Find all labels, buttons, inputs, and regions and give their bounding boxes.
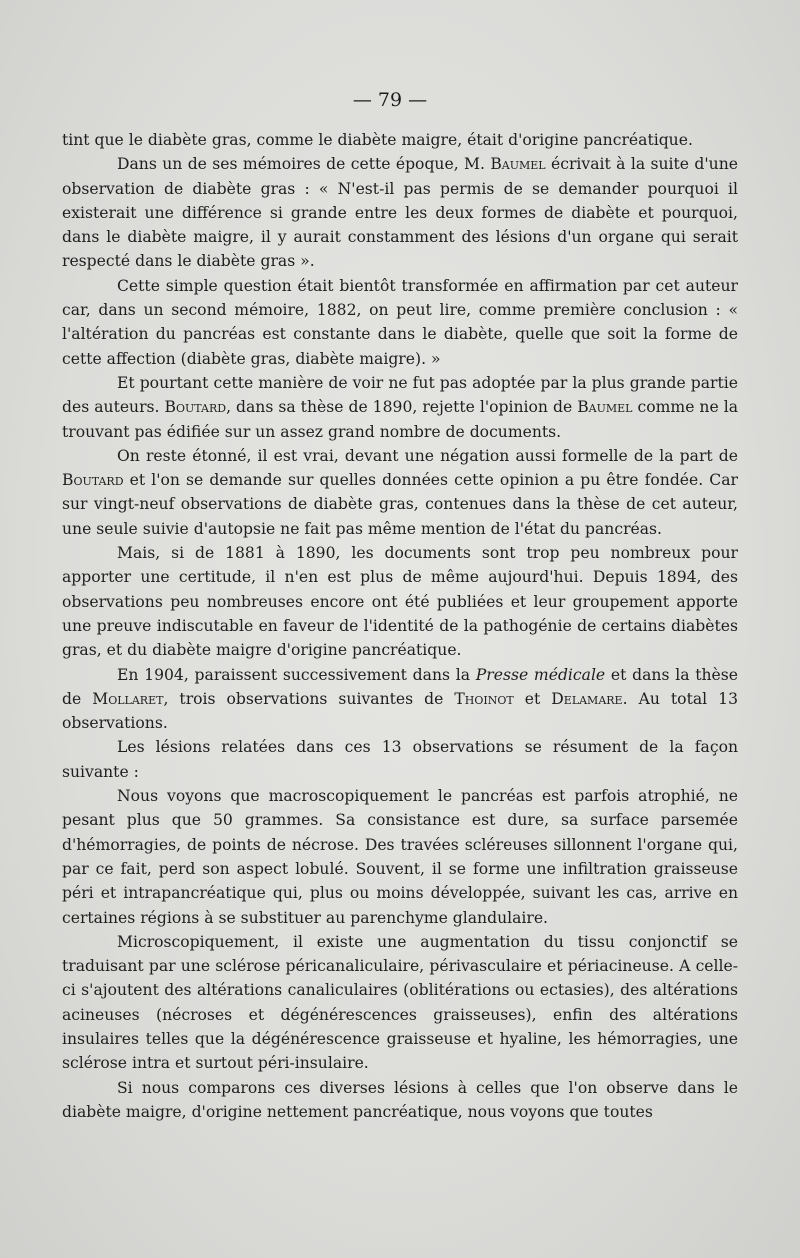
paragraph-documents: Mais, si de 1881 à 1890, les documents sont trop peu nombreux pour apporter une certitude, il n'en est plus de même aujourd'hui. Depuis 1894, des observations peu nombreuses encore ont été publiées et leur groupement apporte une preuve indiscutable en faveur de l'identité de la pathogénie de certains diabètes gras, et du diabète maigre d'origine pancréatique. [62, 544, 738, 660]
paragraph-lesions-intro: Les lésions relatées dans ces 13 observations se résument de la façon suivante : [62, 738, 738, 781]
author-name: Delamare [551, 689, 623, 708]
author-name: Boutard [164, 398, 227, 417]
author-name: Baumel [577, 398, 633, 417]
author-name: Thoinot [454, 689, 514, 708]
paragraph-continuation: tint que le diabète gras, comme le diabète maigre, était d'origine pancréatique. [62, 131, 693, 149]
author-name: Mollaret [92, 689, 164, 708]
paragraph-negation: On reste étonné, il est vrai, devant une négation aussi formelle de la part de Boutard et l'on se demande sur quelles données cette opinion a pu être fondée. Car sur vingt-neuf observations de diabète gras, contenues dans la thèse de cet auteur, une seule suivie d'autopsie ne fait pas même mention de l'état du pancréas. [62, 446, 738, 538]
paragraph-boutard: Et pourtant cette manière de voir ne fut pas adoptée par la plus grande partie des auteurs. Boutard, dans sa thèse de 1890, rejette l'opinion de Baumel comme ne la trouvant pas édifiée sur un assez grand nombre de documents. [62, 373, 739, 441]
page-number: — 79 — [352, 89, 428, 111]
author-name: Boutard [62, 471, 124, 490]
paragraph-question: Cette simple question était bientôt transformée en affirmation par cet auteur car, dans un second mémoire, 1882, on peut lire, comme première conclusion : « l'altération du pancréas est constante dans le diabète, quelle que soit la forme de cette affection (diabète gras, diabète maigre). » [62, 276, 738, 368]
author-name: Baumel [490, 155, 546, 174]
paragraph-microscopic: Microscopiquement, il existe une augmentation du tissu conjonctif se traduisant par une sclérose péricanaliculaire, périvasculaire et périacineuse. A celle-ci s'ajoutent des altérations canaliculaires (oblitérations ou ectasies), des altérations acineuses (nécroses et dégénérescences graisseuses), enfin des altérations insulaires telles que la dégénérescence graisseuse et hyaline, les hémorragies, une sclérose intra et surtout péri-insulaire. [62, 932, 738, 1073]
paragraph-1904: En 1904, paraissent successivement dans la Presse médicale et dans la thèse de Mollaret, trois observations suivantes de Thoinot et Delamare. Au total 13 observations. [62, 665, 739, 733]
paragraph-macroscopic: Nous voyons que macroscopiquement le pancréas est parfois atrophié, ne pesant plus que 50 grammes. Sa consistance est dure, sa surface parsemée d'hémorragies, de points de nécrose. Des travées scléreuses sillonnent l'organe qui, par ce fait, perd son aspect lobulé. Souvent, il se forme une infiltration graisseuse péri et intrapancréatique qui, plus ou moins développée, suivant les cas, arrive en certaines régions à se substituer au parenchyme glandulaire. [62, 787, 738, 927]
body-text [62, 128, 738, 1124]
paragraph-baumel-memoir: Dans un de ses mémoires de cette époque, M. Baumel écrivait à la suite d'une observation de diabète gras : « N'est-il pas permis de se demander pourquoi il existerait une différence si grande entre les deux formes de diabète et pourquoi, dans le diabète maigre, il y aurait constamment des lésions d'un organe qui serait respecté dans le diabète gras ». [62, 155, 738, 271]
paragraph-comparison: Si nous comparons ces diverses lésions à celles que l'on observe dans le diabète maigre, d'origine nettement pancréatique, nous voyons que toutes [62, 1078, 738, 1121]
journal-title: Presse médicale [475, 665, 606, 684]
